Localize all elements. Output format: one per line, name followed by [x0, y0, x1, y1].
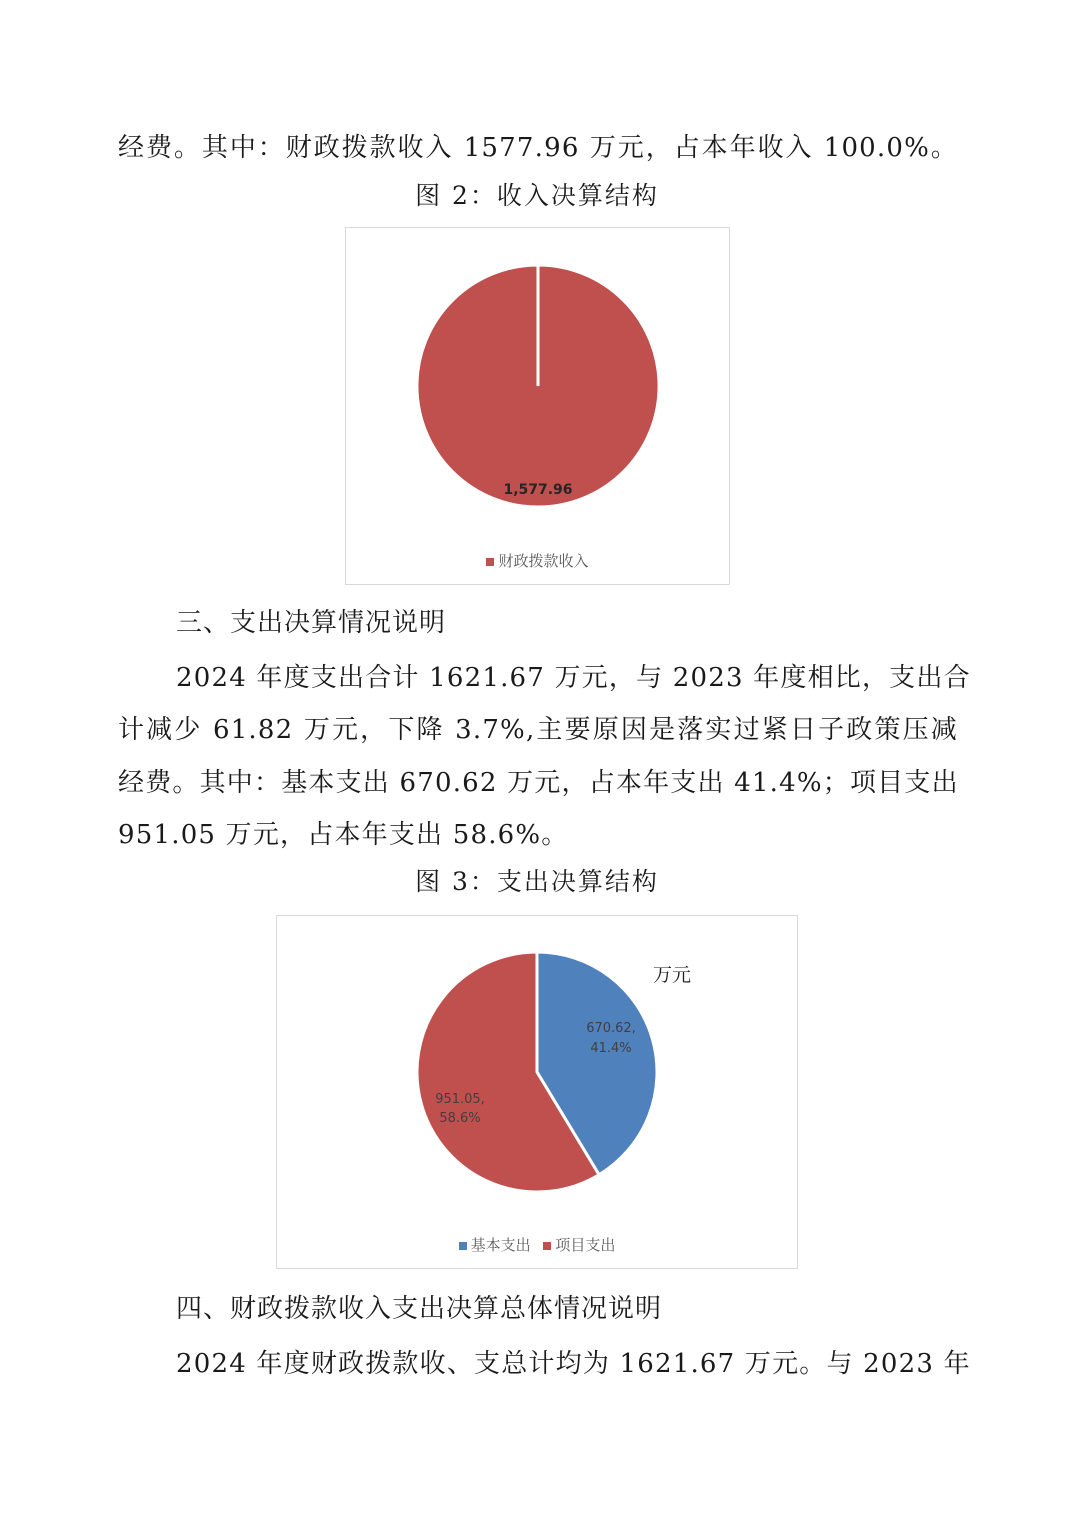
section3-line-1: 2024 年度支出合计 1621.67 万元，与 2023 年度相比，支出合 [176, 663, 971, 693]
legend-swatch-red [543, 1242, 551, 1250]
paragraph-top-line: 经费。其中：财政拨款收入 1577.96 万元，占本年收入 100.0%。 [118, 133, 958, 163]
data-label-basic-value: 670.62, [586, 1021, 636, 1036]
chart-unit-label: 万元 [653, 964, 692, 986]
pie-slice-fiscal-income [417, 265, 659, 507]
income-pie-legend [346, 550, 729, 571]
legend-swatch-red [486, 558, 494, 566]
section3-heading: 三、支出决算情况说明 [176, 608, 447, 638]
legend-label: 基本支出 [470, 1236, 531, 1254]
data-label-basic-percent: 41.4% [590, 1041, 632, 1056]
figure2-caption: 图 2：收入决算结构 [415, 181, 659, 210]
data-label-project-value: 951.05, [435, 1092, 485, 1107]
section3-line-3: 经费。其中：基本支出 670.62 万元，占本年支出 41.4%；项目支出 [118, 768, 959, 798]
expense-pie-svg [277, 916, 799, 1270]
data-label-fiscal-income: 1,577.96 [503, 482, 573, 498]
section3-line-2: 计减少 61.82 万元，下降 3.7%,主要原因是落实过紧日子政策压减 [118, 715, 958, 745]
legend-label: 财政拨款收入 [498, 552, 589, 570]
expense-pie-chart [276, 915, 798, 1269]
legend-label: 项目支出 [555, 1236, 616, 1254]
data-label-project-percent: 58.6% [439, 1111, 481, 1126]
legend-item-fiscal-income [486, 550, 588, 571]
legend-swatch-blue [459, 1242, 467, 1250]
section4-heading: 四、财政拨款收入支出决算总体情况说明 [176, 1294, 663, 1324]
section3-line-4: 951.05 万元，占本年支出 58.6%。 [118, 820, 569, 850]
legend-item-basic-expense [459, 1234, 531, 1255]
figure3-caption: 图 3：支出决算结构 [415, 867, 659, 896]
expense-pie-legend [277, 1234, 797, 1255]
income-pie-svg [346, 228, 731, 586]
legend-item-project-expense [543, 1234, 615, 1255]
section4-line-1: 2024 年度财政拨款收、支总计均为 1621.67 万元。与 2023 年 [176, 1349, 971, 1379]
income-pie-chart [345, 227, 730, 585]
